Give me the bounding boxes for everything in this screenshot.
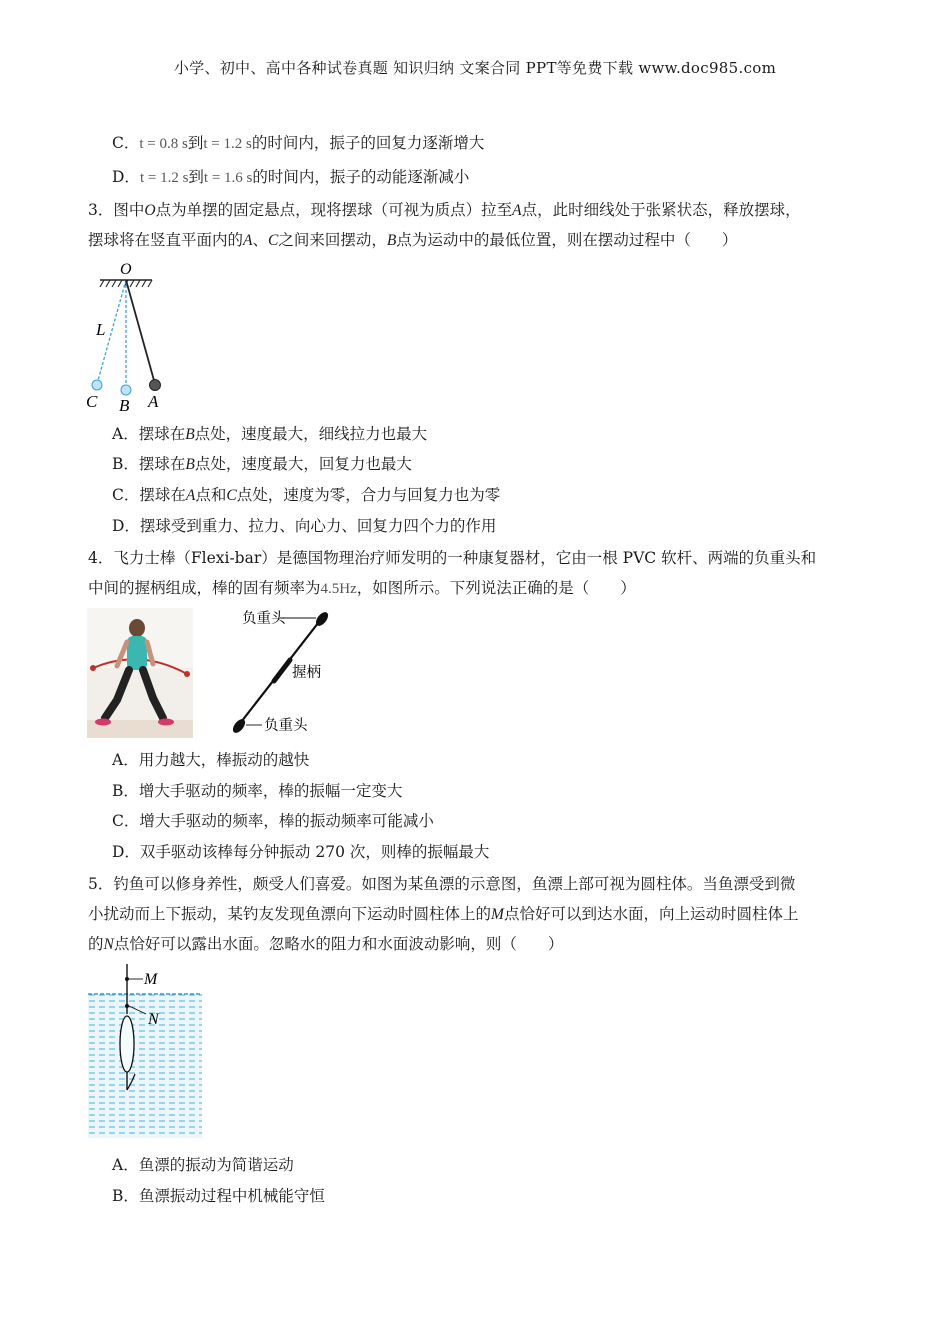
ball-c	[92, 380, 102, 390]
float-body	[120, 1016, 134, 1072]
bottom-weight	[231, 717, 248, 735]
flexibar-photo	[87, 608, 193, 738]
label-top-weight: 负重头	[242, 611, 286, 627]
pendulum-figure	[80, 258, 180, 418]
q5-stem-line2: 小扰动而上下振动，某钓友发现鱼漂向下运动时圆柱体上的M点恰好可以到达水面，向上运动时圆柱体上	[88, 905, 799, 923]
label-n: N	[148, 1011, 159, 1028]
label-a: A	[148, 392, 159, 411]
q4-option-a: A．用力越大，棒振动的越快	[112, 751, 310, 769]
q3-option-c: C．摆球在A点和C点处，速度为零，合力与回复力也为零	[112, 486, 501, 504]
q5-option-b: B．鱼漂振动过程中机械能守恒	[112, 1187, 325, 1205]
q4-option-d: D．双手驱动该棒每分钟振动 270 次，则棒的振幅最大	[112, 843, 490, 861]
ball-b	[121, 385, 131, 395]
q5-option-a: A．鱼漂的振动为简谐运动	[112, 1156, 294, 1174]
q4-stem-line1: 4．飞力士棒（Flexi-bar）是德国物理治疗师发明的一种康复器材，它由一根 PVC 软杆、两端的负重头和	[88, 549, 817, 567]
label-grip: 握柄	[292, 665, 321, 681]
label-bottom-weight: 负重头	[264, 718, 308, 734]
point-m	[125, 977, 129, 981]
label-c: C	[86, 392, 98, 411]
q3-option-a: A．摆球在B点处，速度最大，细线拉力也最大	[112, 425, 428, 443]
q4-option-c: C．增大手驱动的频率，棒的振动频率可能减小	[112, 812, 434, 830]
q5-stem-line1: 5．钓鱼可以修身养性，颇受人们喜爱。如图为某鱼漂的示意图，鱼漂上部可视为圆柱体。当鱼漂受到微	[88, 875, 796, 893]
label-l: L	[96, 320, 106, 339]
label-b: B	[119, 396, 130, 415]
float-figure	[88, 962, 204, 1140]
label-m: M	[144, 971, 158, 988]
q4-stem-line2: 中间的握柄组成，棒的固有频率为4.5Hz，如图所示。下列说法正确的是（ ）	[88, 579, 636, 597]
q2-option-c: C．t = 0.8 s到t = 1.2 s的时间内，振子的回复力逐渐增大	[112, 134, 485, 152]
q2-option-d: D．t = 1.2 s到t = 1.6 s的时间内，振子的动能逐渐减小	[112, 168, 470, 186]
q3-option-b: B．摆球在B点处，速度最大，回复力也最大	[112, 455, 412, 473]
point-n	[125, 1004, 129, 1008]
q5-stem-line3: 的N点恰好可以露出水面。忽略水的阻力和水面波动影响，则（ ）	[88, 935, 564, 953]
grip	[274, 660, 290, 681]
flexibar-diagram	[230, 606, 370, 740]
label-o: O	[120, 261, 132, 278]
page-header: 小学、初中、高中各种试卷真题 知识归纳 文案合同 PPT等免费下载 www.doc985.com	[173, 59, 777, 77]
q3-stem-line1: 3．图中O点为单摆的固定悬点，现将摆球（可视为质点）拉至A点，此时细线处于张紧状态，释放摆球，	[88, 201, 801, 219]
ball-a	[150, 380, 161, 391]
q3-stem-line2: 摆球将在竖直平面内的A、C之间来回摆动，B点为运动中的最低位置，则在摆动过程中（ ）	[88, 231, 738, 249]
q4-option-b: B．增大手驱动的频率，棒的振幅一定变大	[112, 782, 403, 800]
q3-option-d: D．摆球受到重力、拉力、向心力、回复力四个力的作用	[112, 517, 497, 535]
